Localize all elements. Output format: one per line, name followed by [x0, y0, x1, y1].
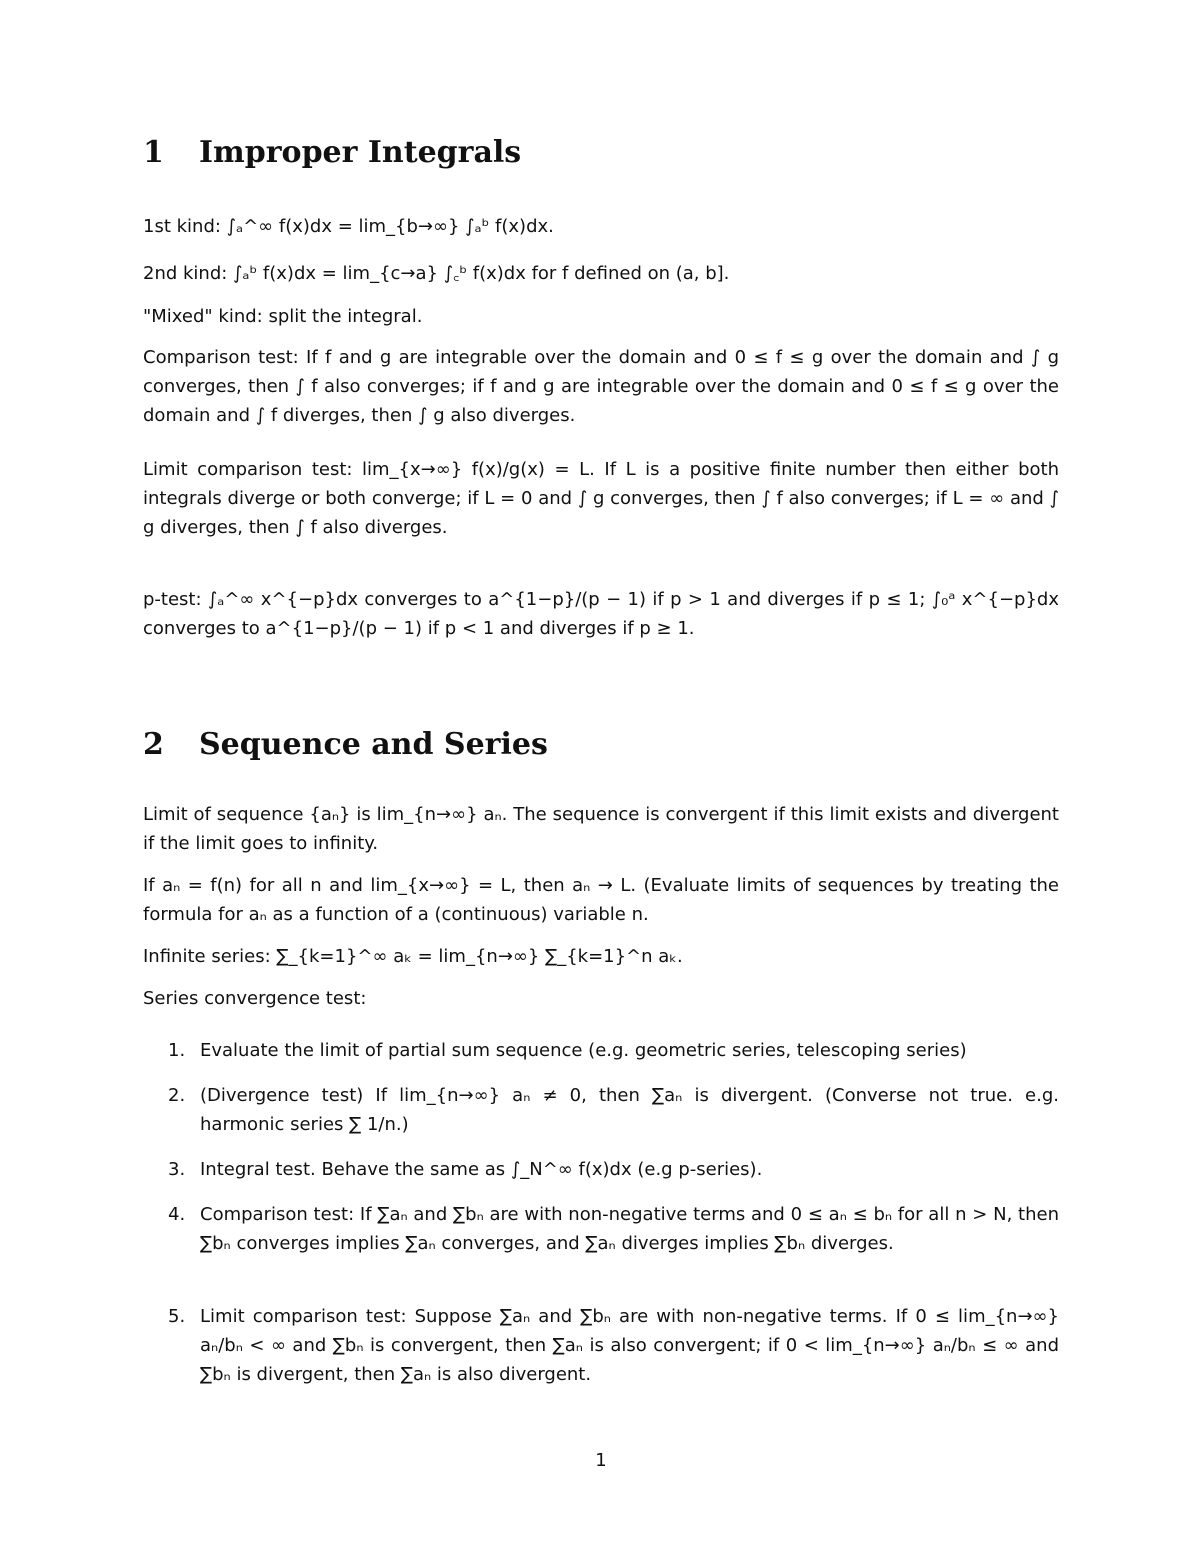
- section-heading: [143, 727, 548, 762]
- list-item: [168, 1081, 1059, 1139]
- list-item-text: (Divergence test) If lim_{n→∞} aₙ ≠ 0, then ∑aₙ is divergent. (Converse not true. e.g. harmonic series ∑ 1/n.): [200, 1085, 1059, 1135]
- list-item-text: Integral test. Behave the same as ∫_N^∞ f(x)dx (e.g p-series).: [200, 1159, 763, 1180]
- list-item-text: Limit comparison test: Suppose ∑aₙ and ∑bₙ are with non-negative terms. If 0 ≤ lim_{n→∞} aₙ/bₙ < ∞ and ∑bₙ is convergent, then ∑aₙ is also convergent; if 0 < lim_{n→∞} aₙ/bₙ ≤ ∞ and ∑bₙ is divergent, then ∑aₙ is also divergent.: [200, 1306, 1059, 1385]
- list-number: 4.: [168, 1204, 186, 1225]
- paragraph-p-test: p-test: ∫ₐ^∞ x^{−p}dx converges to a^{1−p}/(p − 1) if p > 1 and diverges if p ≤ 1; ∫₀ᵃ x^{−p}dx converges to a^{1−p}/(p − 1) if p < 1 and diverges if p ≥ 1.: [143, 589, 1059, 639]
- paragraph-first-kind: 1st kind: ∫ₐ^∞ f(x)dx = lim_{b→∞} ∫ₐᵇ f(x)dx.: [143, 216, 554, 237]
- section-number: 1: [143, 135, 164, 170]
- paragraph-comparison-test: Comparison test: If f and g are integrable over the domain and 0 ≤ f ≤ g over the domain and ∫ g converges, then ∫ f also converges; if f and g are integrable over the domain and 0 ≤ f ≤ g over the domain and ∫ f diverges, then ∫ g also diverges.: [143, 347, 1059, 426]
- paragraph-limit-comparison-test: Limit comparison test: lim_{x→∞} f(x)/g(x) = L. If L is a positive finite number then either both integrals diverge or both converge; if L = 0 and ∫ g converges, then ∫ f also converges; if L = ∞ and ∫ g diverges, then ∫ f also diverges.: [143, 459, 1059, 538]
- list-item: [168, 1036, 1059, 1065]
- list-item: [168, 1155, 1059, 1184]
- page-number: 1: [595, 1450, 607, 1471]
- list-number: 1.: [168, 1040, 186, 1061]
- section-title: Sequence and Series: [199, 727, 548, 762]
- list-number: 3.: [168, 1159, 186, 1180]
- list-item: [168, 1302, 1059, 1389]
- list-item-text: Comparison test: If ∑aₙ and ∑bₙ are with non-negative terms and 0 ≤ aₙ ≤ bₙ for all n > N, then ∑bₙ converges implies ∑aₙ converges, and ∑aₙ diverges implies ∑bₙ diverges.: [200, 1204, 1059, 1254]
- list-number: 2.: [168, 1085, 186, 1106]
- section-heading: [143, 135, 521, 170]
- paragraph-series-tests-intro: Series convergence test:: [143, 988, 367, 1009]
- list-item: [168, 1200, 1059, 1258]
- paragraph-limit-of-sequence: Limit of sequence {aₙ} is lim_{n→∞} aₙ. The sequence is convergent if this limit exists and divergent if the limit goes to infinity.: [143, 804, 1059, 854]
- paragraph-sequence-function: If aₙ = f(n) for all n and lim_{x→∞} = L, then aₙ → L. (Evaluate limits of sequences by treating the formula for aₙ as a function of a (continuous) variable n.: [143, 875, 1059, 925]
- list-item-text: Evaluate the limit of partial sum sequence (e.g. geometric series, telescoping series): [200, 1040, 967, 1061]
- list-number: 5.: [168, 1306, 186, 1327]
- paragraph-second-kind: 2nd kind: ∫ₐᵇ f(x)dx = lim_{c→a} ∫꜀ᵇ f(x)dx for f defined on (a, b].: [143, 263, 730, 284]
- paragraph-infinite-series: Infinite series: ∑_{k=1}^∞ aₖ = lim_{n→∞} ∑_{k=1}^n aₖ.: [143, 946, 683, 967]
- paragraph-mixed-kind: "Mixed" kind: split the integral.: [143, 306, 423, 327]
- section-title: Improper Integrals: [199, 135, 522, 170]
- section-number: 2: [143, 727, 164, 762]
